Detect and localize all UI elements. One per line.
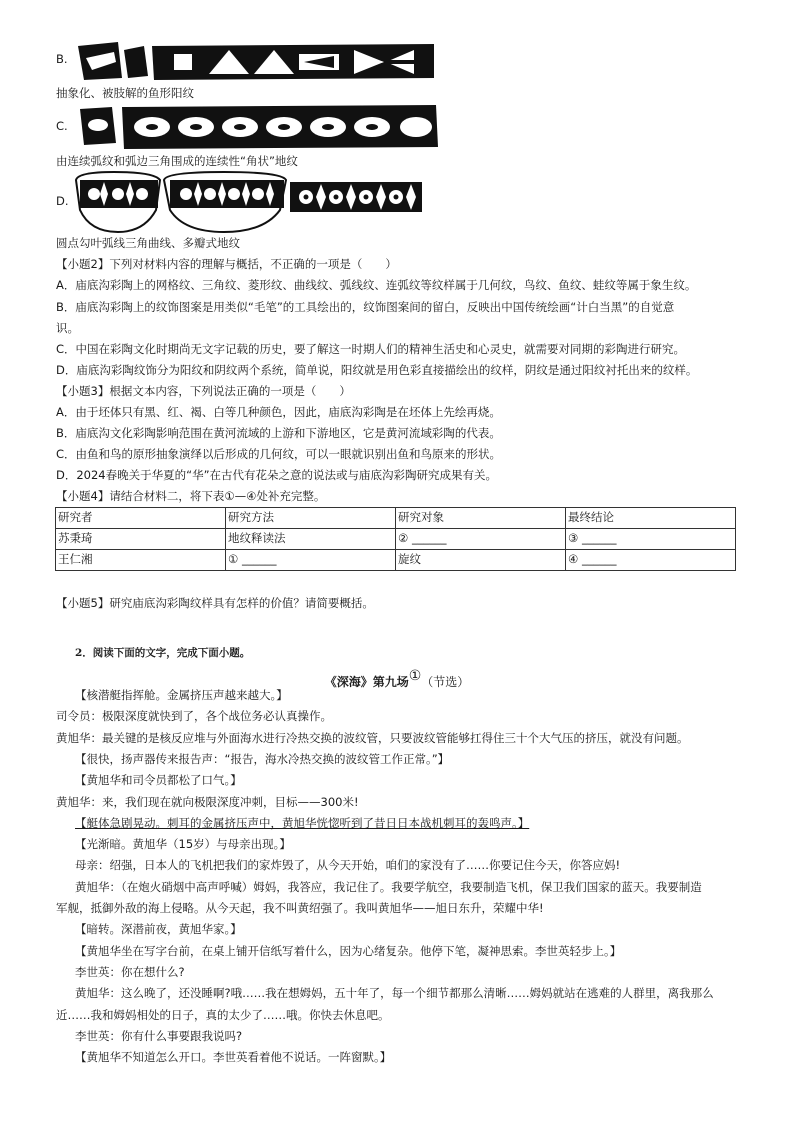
play-title: 《深海》第九场 <box>324 675 409 689</box>
q3-option-c: C．由鱼和鸟的原形抽象演绎以后形成的几何纹，可以一眼就识别出鱼和鸟原来的形状。 <box>56 447 502 461</box>
table-cell: 王仁湘 <box>56 550 226 571</box>
option-d-caption: 圆点勾叶弧线三角曲线、多瓣式地纹 <box>56 236 240 250</box>
table-cell: ② ______ <box>396 529 566 550</box>
table-header-row <box>56 508 736 529</box>
script-line: 黄旭华：（在炮火硝烟中高声呼喊）姆妈，我答应，我记住了。我要学航空，我要制造飞机，保卫我们国家的蓝天。我要制造 <box>75 879 702 894</box>
q3-option-a: A．由于坯体只有黑、红、褐、白等几种颜色，因此，庙底沟彩陶是在坯体上先绘再烧。 <box>56 405 501 419</box>
table-header-cell: 研究方法 <box>226 508 396 529</box>
script-line: 【艇体急剧晃动。刺耳的金属挤压声中，黄旭华恍惚听到了昔日日本战机刺耳的轰鸣声。】 <box>75 815 530 830</box>
table-cell: 旋纹 <box>396 550 566 571</box>
q2-option-a: A．庙底沟彩陶上的网格纹、三角纹、菱形纹、曲线纹、弧线纹、连弧纹等纹样属于几何纹，鸟纹、鱼纹、蛙纹等属于象生纹。 <box>56 278 697 292</box>
script-line: 【很快，扬声器传来报告声：“报告，海水冷热交换的波纹管工作正常。”】 <box>75 751 450 766</box>
option-b-caption: 抽象化、被肢解的鱼形阳纹 <box>56 86 194 100</box>
option-c-letter: C. <box>56 119 68 133</box>
q2-option-b: B．庙底沟彩陶上的纹饰图案是用类似“毛笔”的工具绘出的，纹饰图案间的留白，反映出中国传统绘画“计白当黑”的自觉意 <box>56 300 675 314</box>
table-cell: ④ ______ <box>566 550 736 571</box>
q3-option-b: B．庙底沟文化彩陶影响范围在黄河流域的上游和下游地区，它是黄河流域彩陶的代表。 <box>56 426 501 440</box>
footnote-mark: ① <box>408 668 422 684</box>
table-cell: ① ______ <box>226 550 396 571</box>
script-line: 近……我和姆妈相处的日子，真的太少了……哦。你快去休息吧。 <box>56 1007 390 1022</box>
script-line: 【核潜艇指挥舱。金属挤压声越来越大。】 <box>75 688 288 702</box>
option-c-pattern-image <box>76 103 440 151</box>
script-line: 【暗转。深潜前夜，黄旭华家。】 <box>75 922 242 937</box>
table-cell: 苏秉琦 <box>56 529 226 550</box>
title-suffix: （节选） <box>421 675 470 689</box>
section2-title <box>0 669 794 688</box>
table-header-cell: 最终结论 <box>566 508 736 529</box>
q4-stem: 【小题4】请结合材料二，将下表①—④处补充完整。 <box>56 489 326 503</box>
q4-table <box>55 507 736 571</box>
section2-heading: 2．阅读下面的文字，完成下面小题。 <box>75 647 251 659</box>
table-header-cell: 研究者 <box>56 508 226 529</box>
script-line: 司令员：极限深度就快到了，各个战位务必认真操作。 <box>56 709 332 724</box>
script-line: 黄旭华：这么晚了，还没睡啊?哦……我在想姆妈，五十年了，每一个细节都那么清晰……姆妈就站在逃难的人群里，离我那么 <box>75 986 714 1001</box>
table-row <box>56 550 736 571</box>
option-b-pattern-image <box>74 40 436 82</box>
option-d-letter: D. <box>56 194 69 208</box>
table-cell: ③ ______ <box>566 529 736 550</box>
q2-stem: 【小题2】下列对材料内容的理解与概括，不正确的一项是（ ） <box>56 257 397 271</box>
script-line: 李世英：你有什么事要跟我说吗? <box>75 1028 243 1043</box>
script-line: 【黄旭华和司令员都松了口气。】 <box>75 773 242 788</box>
option-d-pattern-image <box>74 170 424 234</box>
q3-stem: 【小题3】根据文本内容，下列说法正确的一项是（ ） <box>56 384 351 398</box>
option-b-letter: B. <box>56 52 68 66</box>
script-line: 黄旭华：最关键的是核反应堆与外面海水进行冷热交换的波纹管，只要波纹管能够扛得住三十个大气压的挤压，就没有问题。 <box>56 730 689 745</box>
table-cell: 地纹释读法 <box>226 529 396 550</box>
q2-option-c: C．中国在彩陶文化时期尚无文字记载的历史，要了解这一时期人们的精神生活史和心灵史，就需要对同期的彩陶进行研究。 <box>56 342 686 356</box>
q3-option-d: D．2024春晚关于华夏的“华”在古代有花朵之意的说法或与庙底沟彩陶研究成果有关。 <box>56 468 498 482</box>
q5-stem: 【小题5】研究庙底沟彩陶纹样具有怎样的价值？请简要概括。 <box>56 596 374 610</box>
option-c-caption: 由连续弧纹和弧边三角围成的连续性“角状”地纹 <box>56 154 298 168</box>
script-line: 【光渐暗。黄旭华（15岁）与母亲出现。】 <box>75 837 291 852</box>
script-line: 【黄旭华不知道怎么开口。李世英看着他不说话。一阵窗默。】 <box>75 1050 392 1065</box>
q2-option-b-cont: 识。 <box>56 321 79 335</box>
script-line: 军舰，抵御外敌的海上侵略。从今天起，我不叫黄绍强了。我叫黄旭华——旭日东升，荣耀中华! <box>56 901 544 915</box>
script-line: 李世英：你在想什么? <box>75 964 185 979</box>
q2-option-d: D．庙底沟彩陶纹饰分为阳纹和阴纹两个系统，简单说，阳纹就是用色彩直接描绘出的纹样，阴纹是通过阳纹衬托出来的纹样。 <box>56 363 698 377</box>
script-line: 黄旭华：来，我们现在就向极限深度冲刺，目标——300米! <box>56 794 359 809</box>
script-line: 【黄旭华坐在写字台前，在桌上铺开信纸写着什么，因为心绪复杂。他停下笔，凝神思索。李世英轻步上。】 <box>75 943 622 958</box>
script-line: 母亲：绍强，日本人的飞机把我们的家炸毁了，从今天开始，咱们的家没有了……你要记住今天，你答应妈! <box>75 858 621 873</box>
table-header-cell: 研究对象 <box>396 508 566 529</box>
table-row <box>56 529 736 550</box>
